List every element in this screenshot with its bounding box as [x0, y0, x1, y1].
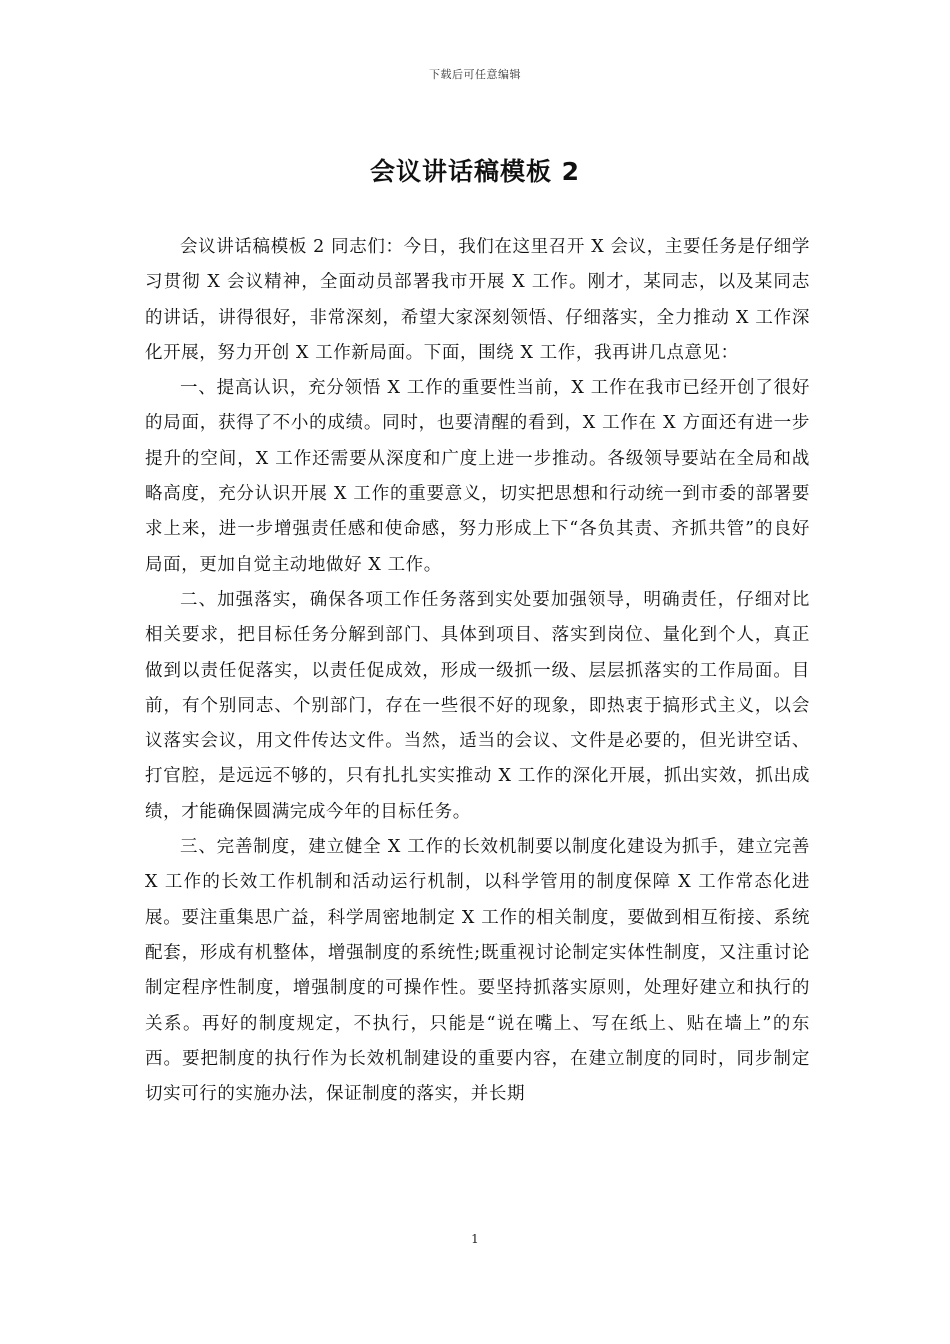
paragraph-section-1: 一、提高认识，充分领悟 X 工作的重要性当前，X 工作在我市已经开创了很好的局面，获得了不小的成绩。同时，也要清醒的看到，X 工作在 X 方面还有进一步提升的空间，X 工作还需要从深度和广度上进一步推动。各级领导要站在全局和战略高度，充分认识开展 X 工作的重要意义，切实把思想和行动统一到市委的部署要求上来，进一步增强责任感和使命感，努力形成上下“各负其责、齐抓共管”的良好局面，更加自觉主动地做好 X 工作。 — [145, 378, 810, 575]
header-note: 下载后可任意编辑 — [429, 68, 521, 81]
paragraph-section-3: 三、完善制度，建立健全 X 工作的长效机制要以制度化建设为抓手，建立完善 X 工作的长效工作机制和活动运行机制，以科学管用的制度保障 X 工作常态化进展。要注重集思广益，科学周密地制定 X 工作的相关制度，要做到相互衔接、系统配套，形成有机整体，增强制度的系统性;既重视讨论制定实体性制度，又注重讨论制定程序性制度，增强制度的可操作性。要坚持抓落实原则，处理好建立和执行的关系。再好的制度规定，不执行，只能是“说在嘴上、写在纸上、贴在墙上”的东西。要把制度的执行作为长效机制建设的重要内容，在建立制度的同时，同步制定切实可行的实施办法，保证制度的落实，并长期 — [145, 837, 810, 1105]
paragraph-intro: 会议讲话稿模板 2 同志们：今日，我们在这里召开 X 会议，主要任务是仔细学习贯彻 X 会议精神，全面动员部署我市开展 X 工作。刚才，某同志，以及某同志的讲话，讲得很好，非常深刻，希望大家深刻领悟、仔细落实，全力推动 X 工作深化开展，努力开创 X 工作新局面。下面，围绕 X 工作，我再讲几点意见： — [145, 237, 810, 363]
document-body — [145, 230, 810, 1112]
document-title: 会议讲话稿模板 2 — [369, 157, 581, 186]
page-number: 1 — [471, 1232, 479, 1246]
paragraph-section-2: 二、加强落实，确保各项工作任务落到实处要加强领导，明确责任，仔细对比相关要求，把目标任务分解到部门、具体到项目、落实到岗位、量化到个人，真正做到以责任促落实，以责任促成效，形成一级抓一级、层层抓落实的工作局面。目前，有个别同志、个别部门，存在一些很不好的现象，即热衷于搞形式主义，以会议落实会议，用文件传达文件。当然，适当的会议、文件是必要的，但光讲空话、打官腔，是远远不够的，只有扎扎实实推动 X 工作的深化开展，抓出实效，抓出成绩，才能确保圆满完成今年的目标任务。 — [145, 589, 810, 822]
